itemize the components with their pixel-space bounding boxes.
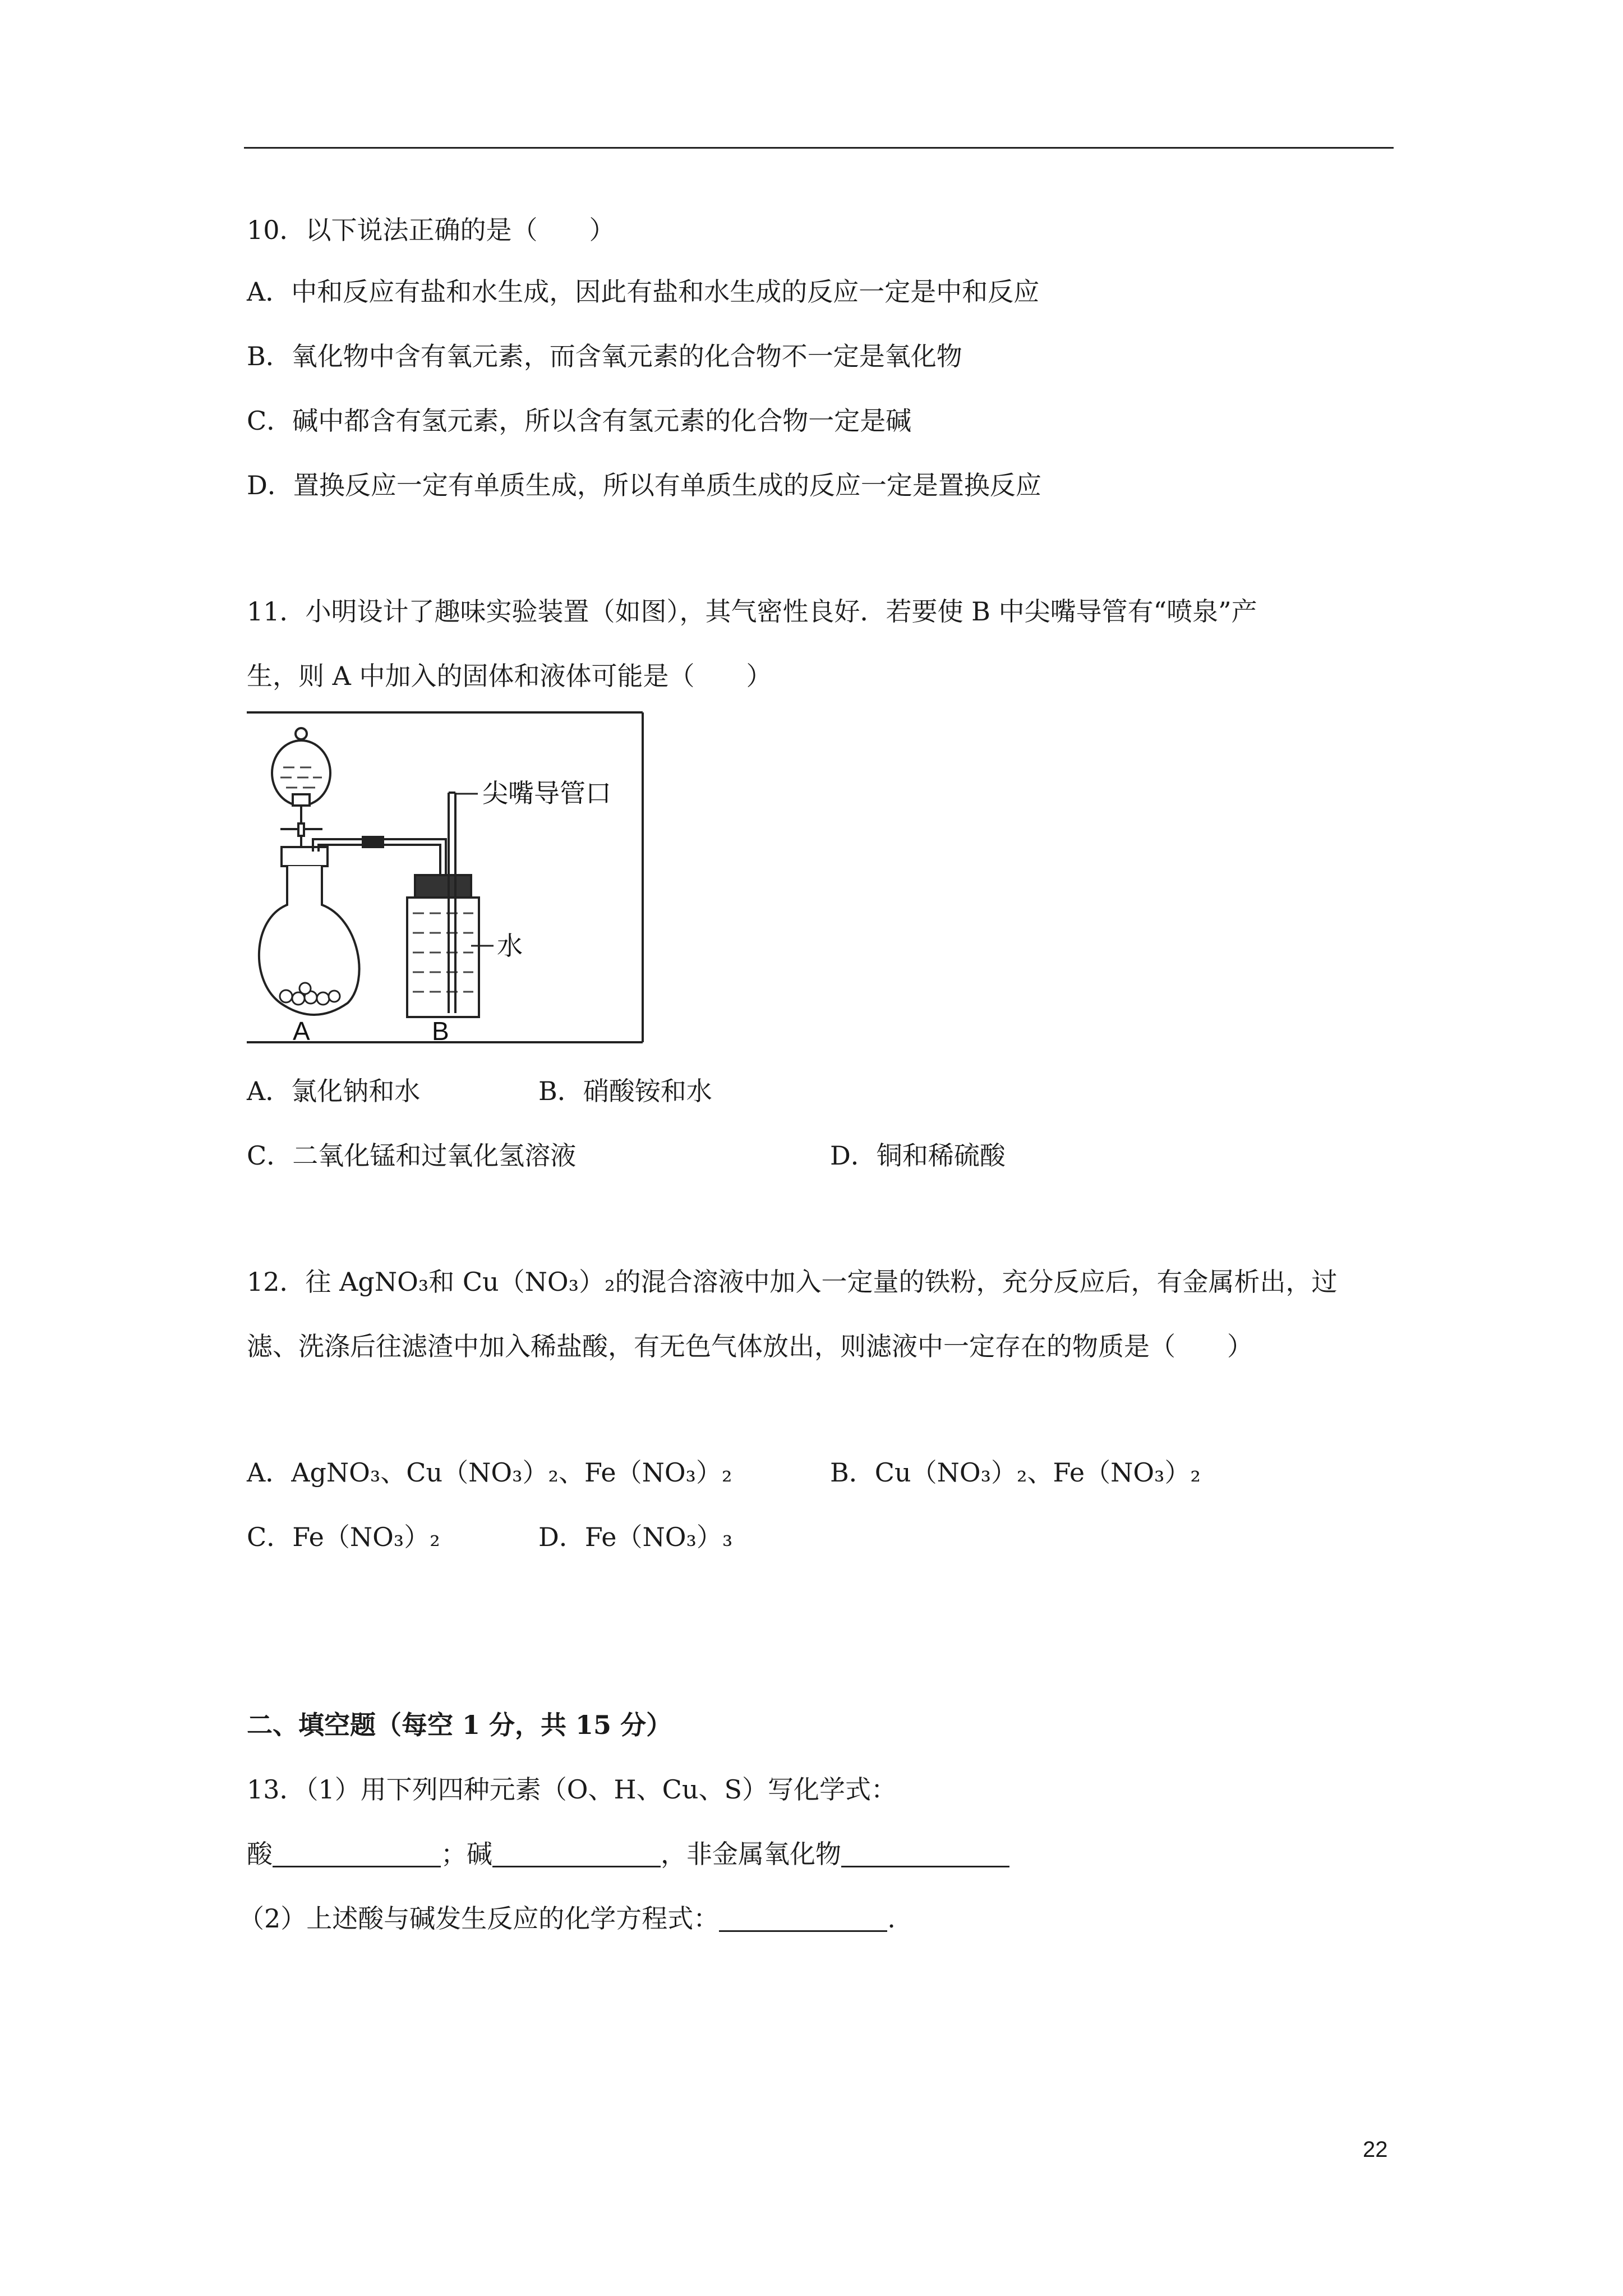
q11-option-c: C．二氧化锰和过氧化氢溶液 bbox=[247, 1140, 577, 1171]
q11-stem-line2: 生，则 A 中加入的固体和液体可能是（ ） bbox=[247, 661, 772, 691]
q12-stem-line2: 滤、洗涤后往滤渣中加入稀盐酸，有无色气体放出，则滤液中一定存在的物质是（ ） bbox=[247, 1331, 1253, 1361]
q12-option-c: C．Fe（NO₃）₂ bbox=[247, 1522, 440, 1552]
bottle-b bbox=[407, 875, 479, 1017]
header-rule bbox=[244, 147, 1394, 149]
q13-part2-line bbox=[238, 1902, 896, 1935]
water-label: 水 bbox=[497, 931, 523, 960]
q12-option-d: D．Fe（NO₃）₃ bbox=[538, 1522, 733, 1552]
separatory-funnel bbox=[272, 728, 330, 849]
q12-option-b: B．Cu（NO₃）₂、Fe（NO₃）₂ bbox=[830, 1457, 1201, 1488]
q13-part1: 13．（1）用下列四种元素（O、H、Cu、S）写化学式： bbox=[247, 1774, 897, 1805]
q10-option-c: C．碱中都含有氢元素，所以含有氢元素的化合物一定是碱 bbox=[247, 406, 912, 436]
q13-part2: （2）上述酸与碱发生反应的化学方程式： bbox=[238, 1903, 720, 1934]
bottle-label-b: B bbox=[432, 1016, 449, 1043]
base-label: ；碱 bbox=[441, 1839, 492, 1869]
base-blank[interactable] bbox=[492, 1840, 661, 1867]
q11-option-b: B．硝酸铵和水 bbox=[538, 1076, 712, 1106]
q10-option-b: B．氧化物中含有氧元素，而含氧元素的化合物不一定是氧化物 bbox=[247, 341, 962, 371]
acid-blank[interactable] bbox=[273, 1840, 441, 1867]
oxide-blank[interactable] bbox=[841, 1840, 1009, 1867]
q12-stem-line1: 12．往 AgNO₃和 Cu（NO₃）₂的混合溶液中加入一定量的铁粉，充分反应后，有金属析出，过 bbox=[247, 1267, 1338, 1297]
q10-option-a: A．中和反应有盐和水生成，因此有盐和水生成的反应一定是中和反应 bbox=[247, 277, 1040, 307]
page-number: 22 bbox=[1363, 2137, 1388, 2162]
q13-part2-end: . bbox=[887, 1903, 896, 1934]
q11-stem-line1: 11．小明设计了趣味实验装置（如图），其气密性良好．若要使 B 中尖嘴导管有“喷泉”产 bbox=[247, 596, 1257, 627]
flask-label-a: A bbox=[293, 1016, 310, 1043]
q12-option-a: A．AgNO₃、Cu（NO₃）₂、Fe（NO₃）₂ bbox=[247, 1457, 732, 1488]
q13-blanks-line bbox=[247, 1837, 1009, 1871]
q11-option-d: D．铜和稀硫酸 bbox=[830, 1140, 1006, 1171]
oxide-label: ，非金属氧化物 bbox=[661, 1839, 841, 1869]
rubber-joint bbox=[362, 836, 384, 848]
equation-blank[interactable] bbox=[719, 1904, 887, 1932]
q10-option-d: D．置换反应一定有单质生成，所以有单质生成的反应一定是置换反应 bbox=[247, 470, 1041, 500]
apparatus-figure bbox=[247, 711, 644, 1043]
acid-label: 酸 bbox=[247, 1839, 273, 1869]
q11-option-a: A．氯化钠和水 bbox=[247, 1076, 421, 1106]
q10-stem: 10．以下说法正确的是（ ） bbox=[247, 215, 615, 245]
section-heading: 二、填空题（每空 1 分，共 15 分） bbox=[247, 1710, 672, 1740]
nozzle-label: 尖嘴导管口 bbox=[482, 779, 611, 808]
